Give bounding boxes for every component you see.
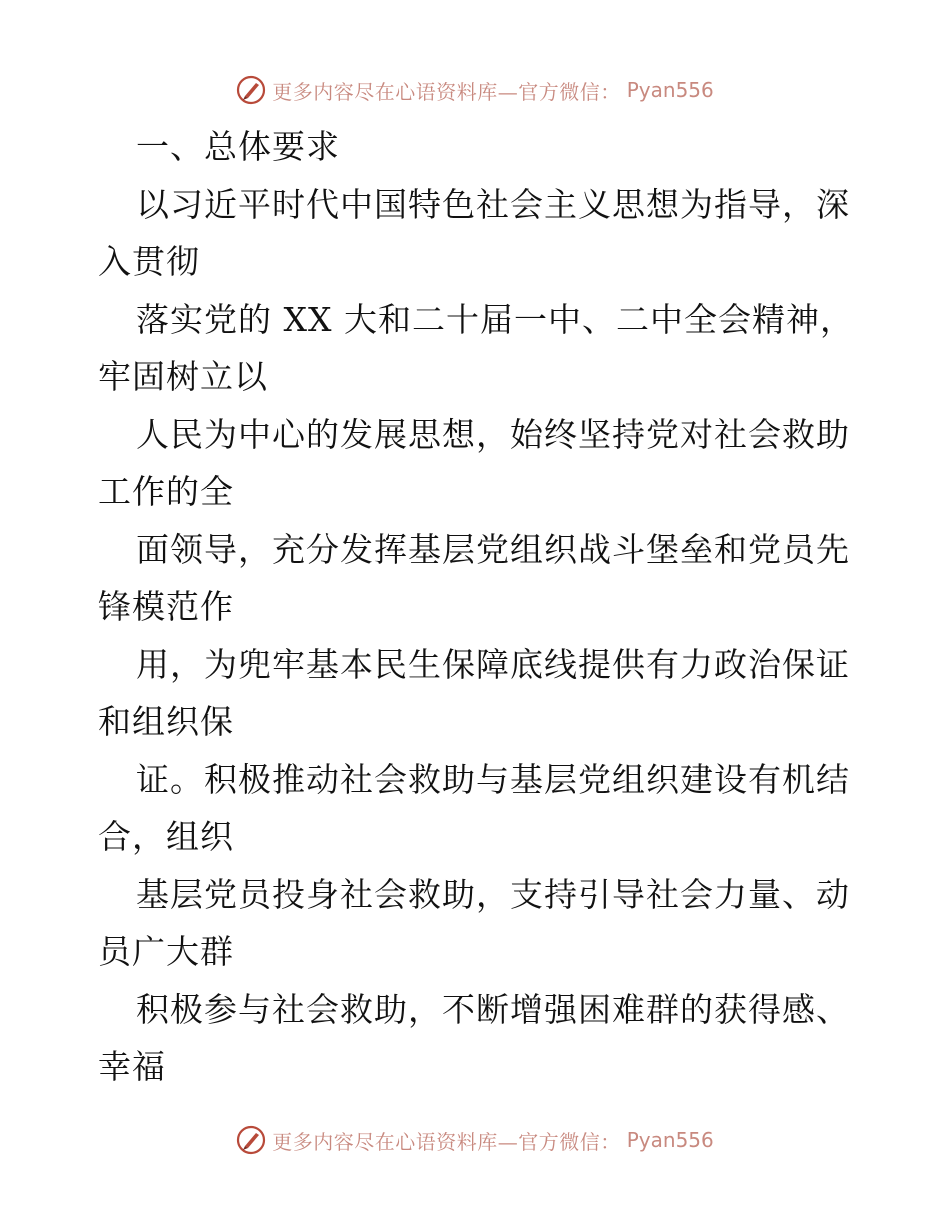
quill-pen-logo-icon: [236, 1125, 266, 1155]
quill-pen-logo-icon: [236, 75, 266, 105]
text-line: 和组织保: [98, 702, 234, 741]
text-line: 员广大群: [98, 932, 234, 971]
text-line: 以习近平时代中国特色社会主义思想为指导，深: [136, 184, 850, 224]
text-line: 证。积极推动社会救助与基层党组织建设有机结: [136, 759, 850, 799]
watermark-text: 更多内容尽在心语资料库—官方微信：: [272, 1129, 621, 1154]
document-body: [98, 118, 858, 1096]
text-line: 牢固树立以: [98, 357, 268, 396]
watermark-wechat-id: Pyan556: [626, 78, 714, 102]
watermark-text: 更多内容尽在心语资料库—官方微信：: [272, 79, 621, 104]
footer-watermark: [0, 1120, 950, 1160]
header-watermark: [0, 70, 950, 110]
watermark-wechat-id: Pyan556: [626, 1128, 714, 1152]
text-line: 用，为兜牢基本民生保障底线提供有力政治保证: [136, 644, 850, 684]
section-heading: 一、总体要求: [136, 127, 340, 166]
text-line: 合，组织: [98, 817, 234, 856]
text-line: 锋模范作: [98, 587, 234, 626]
text-line: 积极参与社会救助，不断增强困难群的获得感、: [136, 989, 850, 1029]
text-line: 人民为中心的发展思想，始终坚持党对社会救助: [136, 414, 850, 454]
text-line: 基层党员投身社会救助，支持引导社会力量、动: [136, 874, 850, 914]
text-line: 幸福: [98, 1047, 166, 1086]
text-line: 落实党的 XX 大和二十届一中、二中全会精神，: [136, 299, 854, 339]
text-line: 工作的全: [98, 472, 234, 511]
text-line: 面领导，充分发挥基层党组织战斗堡垒和党员先: [136, 529, 850, 569]
text-line: 入贯彻: [98, 242, 200, 281]
